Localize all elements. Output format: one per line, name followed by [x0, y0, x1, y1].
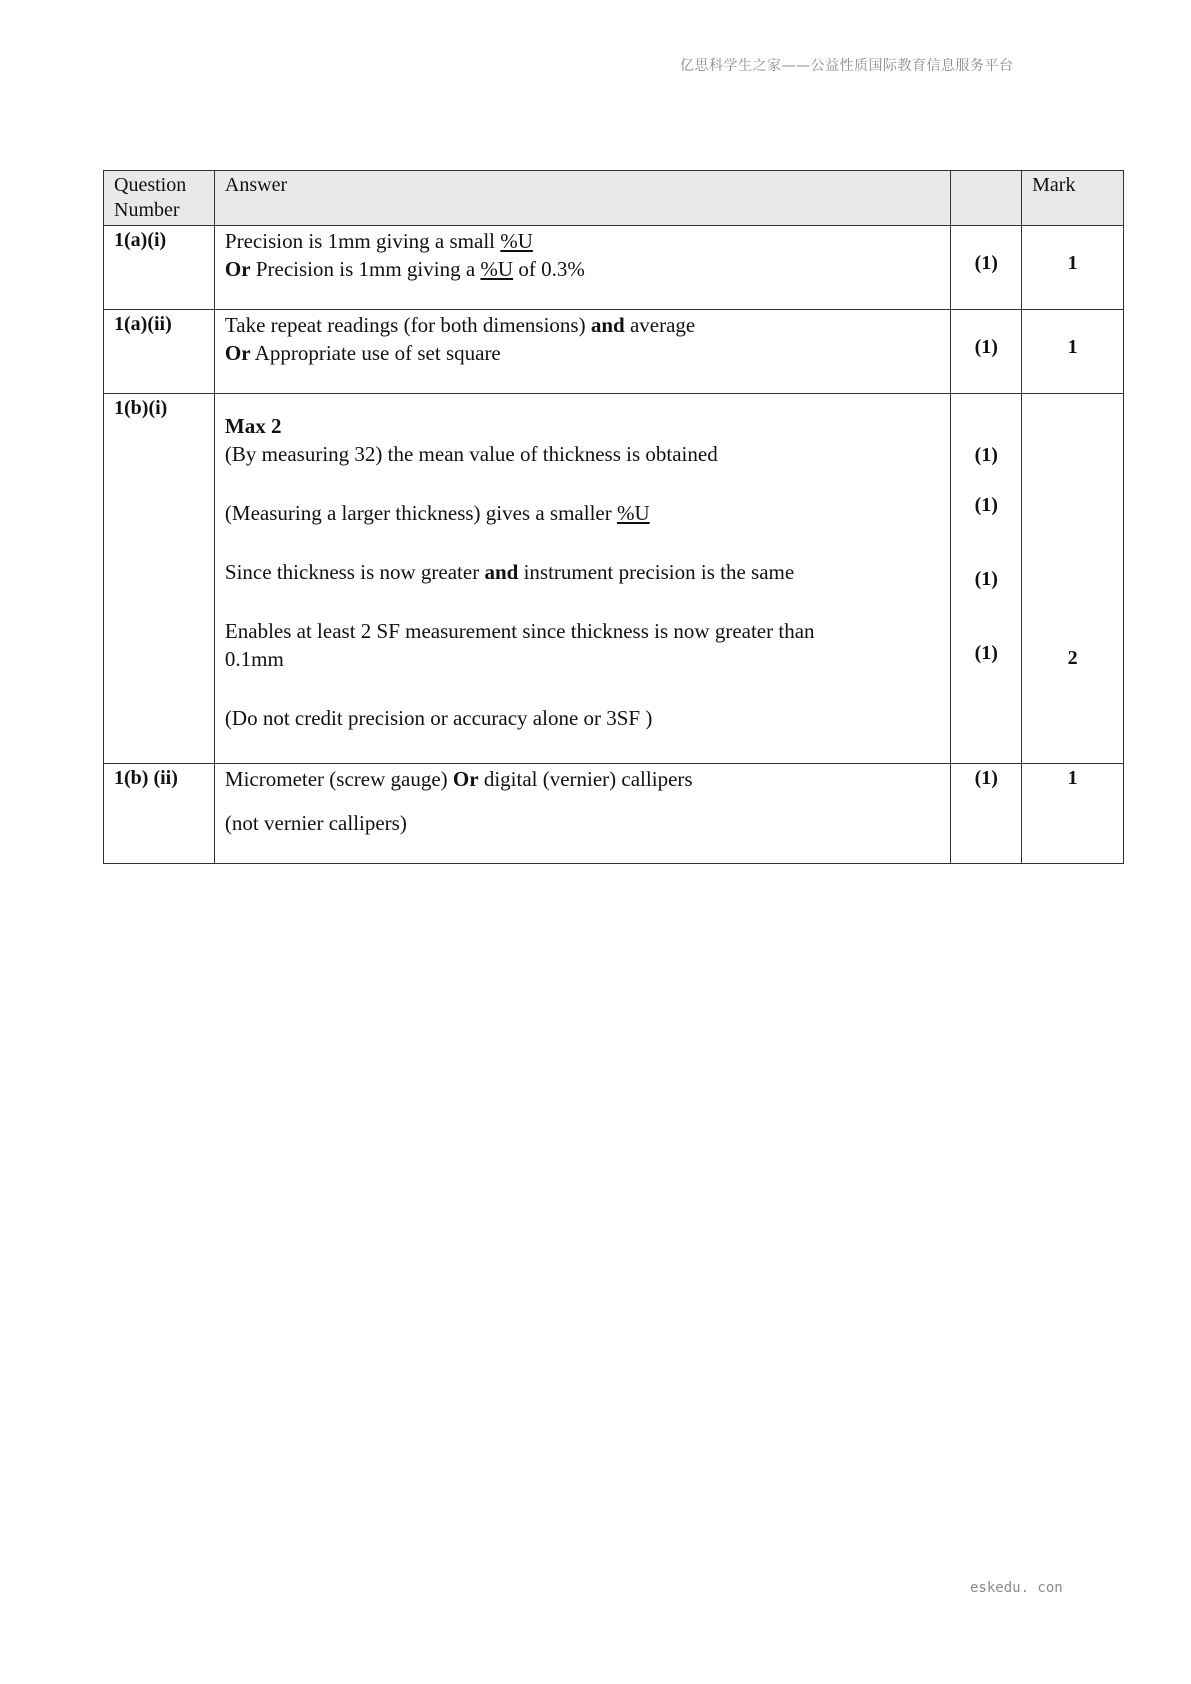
answer-cell — [214, 226, 950, 310]
mark-cell: 1 — [1022, 226, 1124, 310]
footer-text: eskedu. con — [970, 1580, 1063, 1596]
answer-note: (not vernier callipers) — [224, 811, 407, 835]
answer-text: Since thickness is now greater — [224, 560, 485, 584]
max-marks-label: Max 2 — [224, 414, 282, 438]
sub-mark-cell: (1) — [951, 310, 1022, 394]
mark-scheme-table — [103, 170, 1124, 864]
sub-mark: (1) — [974, 568, 998, 590]
table-header-row — [104, 171, 1124, 226]
mark-cell: 1 — [1022, 764, 1124, 864]
and-keyword: and — [590, 313, 625, 337]
header-number-label: Number — [114, 199, 180, 221]
answer-cell — [214, 394, 950, 764]
mark-cell: 1 — [1022, 310, 1124, 394]
question-number-cell: 1(a)(ii) — [104, 310, 215, 394]
answer-point: (By measuring 32) the mean value of thickness is obtained — [224, 442, 718, 466]
table-row — [104, 226, 1124, 310]
sub-mark-cell: (1) — [951, 226, 1022, 310]
answer-underlined: %U — [500, 229, 533, 253]
or-keyword: Or — [224, 257, 251, 281]
header-question-number — [104, 171, 215, 226]
answer-text: Appropriate use of set square — [250, 341, 501, 365]
answer-note: (Do not credit precision or accuracy alone or 3SF ) — [224, 706, 653, 730]
table-row — [104, 764, 1124, 864]
answer-text: digital (vernier) callipers — [478, 767, 693, 791]
question-number-cell: 1(b) (ii) — [104, 764, 215, 864]
question-number-cell: 1(a)(i) — [104, 226, 215, 310]
answer-point: Enables at least 2 SF measurement since thickness is now greater than — [224, 619, 815, 643]
answer-underlined: %U — [480, 257, 514, 281]
header-question-label: Question — [114, 174, 187, 196]
header-blank — [951, 171, 1022, 226]
header-text: 亿思科学生之家——公益性质国际教育信息服务平台 — [680, 58, 1014, 74]
and-keyword: and — [484, 560, 519, 584]
question-number-cell: 1(b)(i) — [104, 394, 215, 764]
answer-text: Precision is 1mm giving a — [250, 257, 481, 281]
answer-underlined: %U — [617, 501, 650, 525]
sub-mark: (1) — [974, 642, 998, 664]
answer-text: (Measuring a larger thickness) gives a smaller — [224, 501, 617, 525]
answer-text: average — [624, 313, 696, 337]
table-row — [104, 310, 1124, 394]
table-row — [104, 394, 1124, 764]
mark-cell: 2 — [1022, 394, 1124, 764]
answer-text: Precision is 1mm giving a small — [224, 229, 501, 253]
answer-text: instrument precision is the same — [518, 560, 795, 584]
header-mark: Mark — [1022, 171, 1124, 226]
answer-point: 0.1mm — [224, 647, 284, 671]
header-answer: Answer — [214, 171, 950, 226]
answer-text: Take repeat readings (for both dimensions) — [224, 313, 591, 337]
answer-cell — [214, 764, 950, 864]
or-keyword: Or — [224, 341, 251, 365]
answer-cell — [214, 310, 950, 394]
answer-text: of 0.3% — [513, 257, 585, 281]
sub-mark-cell — [951, 394, 1022, 764]
answer-text: Micrometer (screw gauge) — [224, 767, 453, 791]
sub-mark: (1) — [974, 494, 998, 516]
or-keyword: Or — [452, 767, 479, 791]
sub-mark: (1) — [974, 444, 998, 466]
sub-mark-cell: (1) — [951, 764, 1022, 864]
